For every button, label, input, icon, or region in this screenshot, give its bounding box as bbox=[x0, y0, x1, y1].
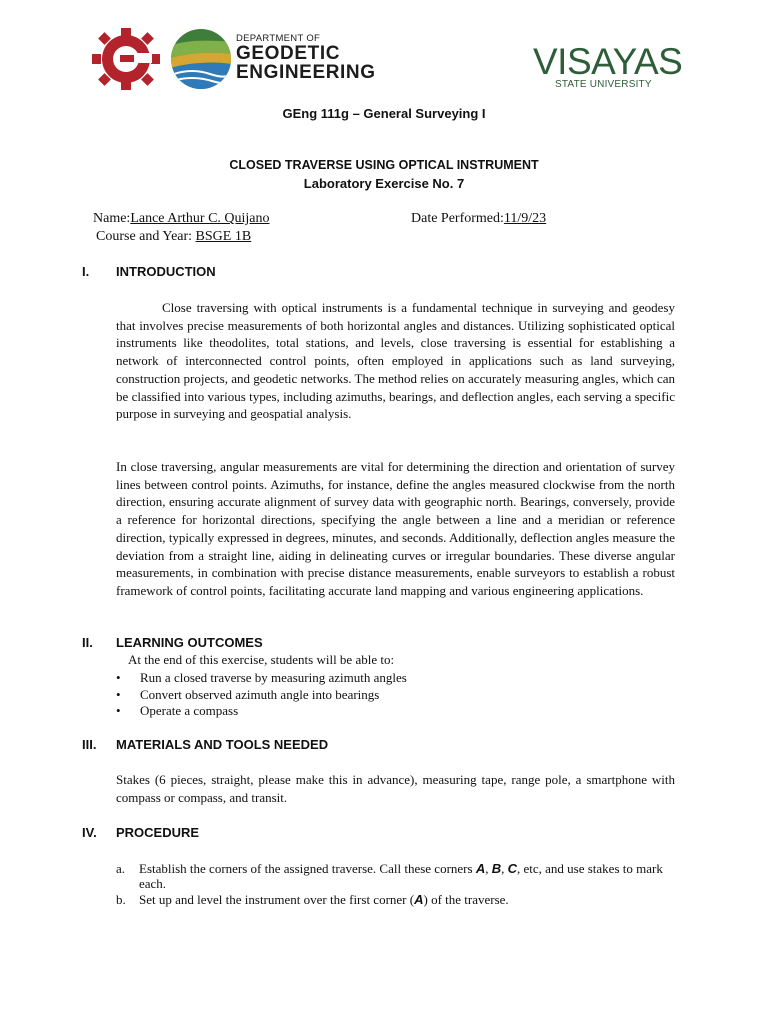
list-item: • Convert observed azimuth angle into bearings bbox=[116, 687, 407, 704]
section-number: IV. bbox=[82, 825, 97, 840]
step-text: , etc, and use stakes to mark each. bbox=[139, 861, 663, 891]
engineering-gear-logo-icon bbox=[92, 28, 160, 90]
dept-line3: ENGINEERING bbox=[236, 62, 376, 83]
section-title: MATERIALS AND TOOLS NEEDED bbox=[116, 737, 329, 752]
section-heading-materials bbox=[82, 737, 328, 752]
step-text: ) of the traverse. bbox=[423, 892, 509, 907]
section-number: III. bbox=[82, 737, 97, 752]
section-heading-procedure bbox=[82, 825, 199, 840]
university-subtitle: STATE UNIVERSITY bbox=[555, 79, 652, 90]
exercise-number: Laboratory Exercise No. 7 bbox=[303, 176, 465, 191]
step-marker: a. bbox=[116, 861, 126, 876]
outcomes-lead: At the end of this exercise, students will be able to: bbox=[128, 652, 395, 667]
name-label: Name: bbox=[93, 211, 131, 226]
university-name: VISAYAS bbox=[533, 41, 683, 82]
corner-label: B bbox=[491, 861, 502, 876]
course-year-label: Course and Year: bbox=[96, 229, 196, 244]
department-name bbox=[236, 34, 376, 82]
section-heading-learning-outcomes bbox=[82, 635, 263, 650]
date-field bbox=[411, 211, 546, 227]
materials-text: Stakes (6 pieces, straight, please make this in advance), measuring tape, range pole, a smartphone with compass or compass, and transit. bbox=[116, 772, 675, 805]
dept-line2: GEODETIC bbox=[236, 43, 341, 64]
course-year-field bbox=[96, 229, 251, 245]
section-number: I. bbox=[82, 264, 90, 279]
section-title: PROCEDURE bbox=[116, 825, 200, 840]
dept-line1: DEPARTMENT OF bbox=[236, 33, 321, 44]
course-title: GEng 111g – General Surveying I bbox=[282, 106, 486, 121]
geodetic-globe-logo-icon bbox=[170, 28, 232, 90]
intro-paragraph-2: In close traversing, angular measurements are vital for determining the direction and orientation of survey lines between control points. Azimuths, for instance, define the angles measured clockwise from the north direction, ensuring accurate alignment of survey data with geographic north. Bearings, conversely, provide a reference for horizontal directions, specifying the angle between a line and a meridian or reference direction, typically expressed in degrees, minutes, and seconds. Additionally, deflection angles measure the deviation from a straight line, aiding in delineating curves or irregular boundaries. These diverse angular measurements, in combination with precise distance measurements, enable surveyors to establish a robust framework of control points, facilitating accurate land mapping and various engineering applications. bbox=[116, 459, 675, 598]
step-text: , bbox=[501, 861, 508, 876]
list-item: • Operate a compass bbox=[116, 703, 407, 720]
procedure-steps bbox=[116, 861, 675, 908]
exercise-title: CLOSED TRAVERSE USING OPTICAL INSTRUMENT bbox=[229, 158, 539, 172]
course-year-value: BSGE 1B bbox=[195, 229, 252, 244]
corner-label: A bbox=[475, 861, 486, 876]
corner-label: A bbox=[414, 892, 424, 907]
step-marker: b. bbox=[116, 892, 126, 907]
university-logo bbox=[533, 41, 683, 90]
procedure-step-b bbox=[116, 892, 675, 907]
step-text: Set up and level the instrument over the first corner ( bbox=[139, 892, 415, 907]
section-number: II. bbox=[82, 635, 93, 650]
procedure-step-a bbox=[116, 861, 675, 891]
outcomes-list bbox=[116, 670, 407, 720]
corner-label: C bbox=[507, 861, 517, 876]
date-label: Date Performed: bbox=[411, 211, 504, 226]
date-value: 11/9/23 bbox=[503, 211, 547, 226]
section-heading-introduction bbox=[82, 264, 216, 279]
step-text: Establish the corners of the assigned traverse. Call these corners bbox=[139, 861, 476, 876]
name-field bbox=[93, 211, 270, 227]
header-logos bbox=[0, 0, 768, 110]
intro-paragraph-1: Close traversing with optical instruments is a fundamental technique in surveying and geodesy that involves precise measurements of both horizontal angles and distances. Utilizing sophisticated optical instruments like theodolites, total stations, and levels, close traversing is essential for establishing a network of interconnected control points, often employed in applications such as land surveying, construction projects, and geodetic networks. The method relies on accurately measuring angles, which can be classified into various types, including azimuths, bearings, and deflection angles, each serving a specific purpose in surveying and geospatial analysis. bbox=[116, 300, 675, 422]
section-title: INTRODUCTION bbox=[116, 264, 216, 279]
name-value: Lance Arthur C. Quijano bbox=[130, 211, 270, 226]
step-text: , bbox=[485, 861, 492, 876]
list-item: • Run a closed traverse by measuring azimuth angles bbox=[116, 670, 407, 687]
section-title: LEARNING OUTCOMES bbox=[116, 635, 263, 650]
